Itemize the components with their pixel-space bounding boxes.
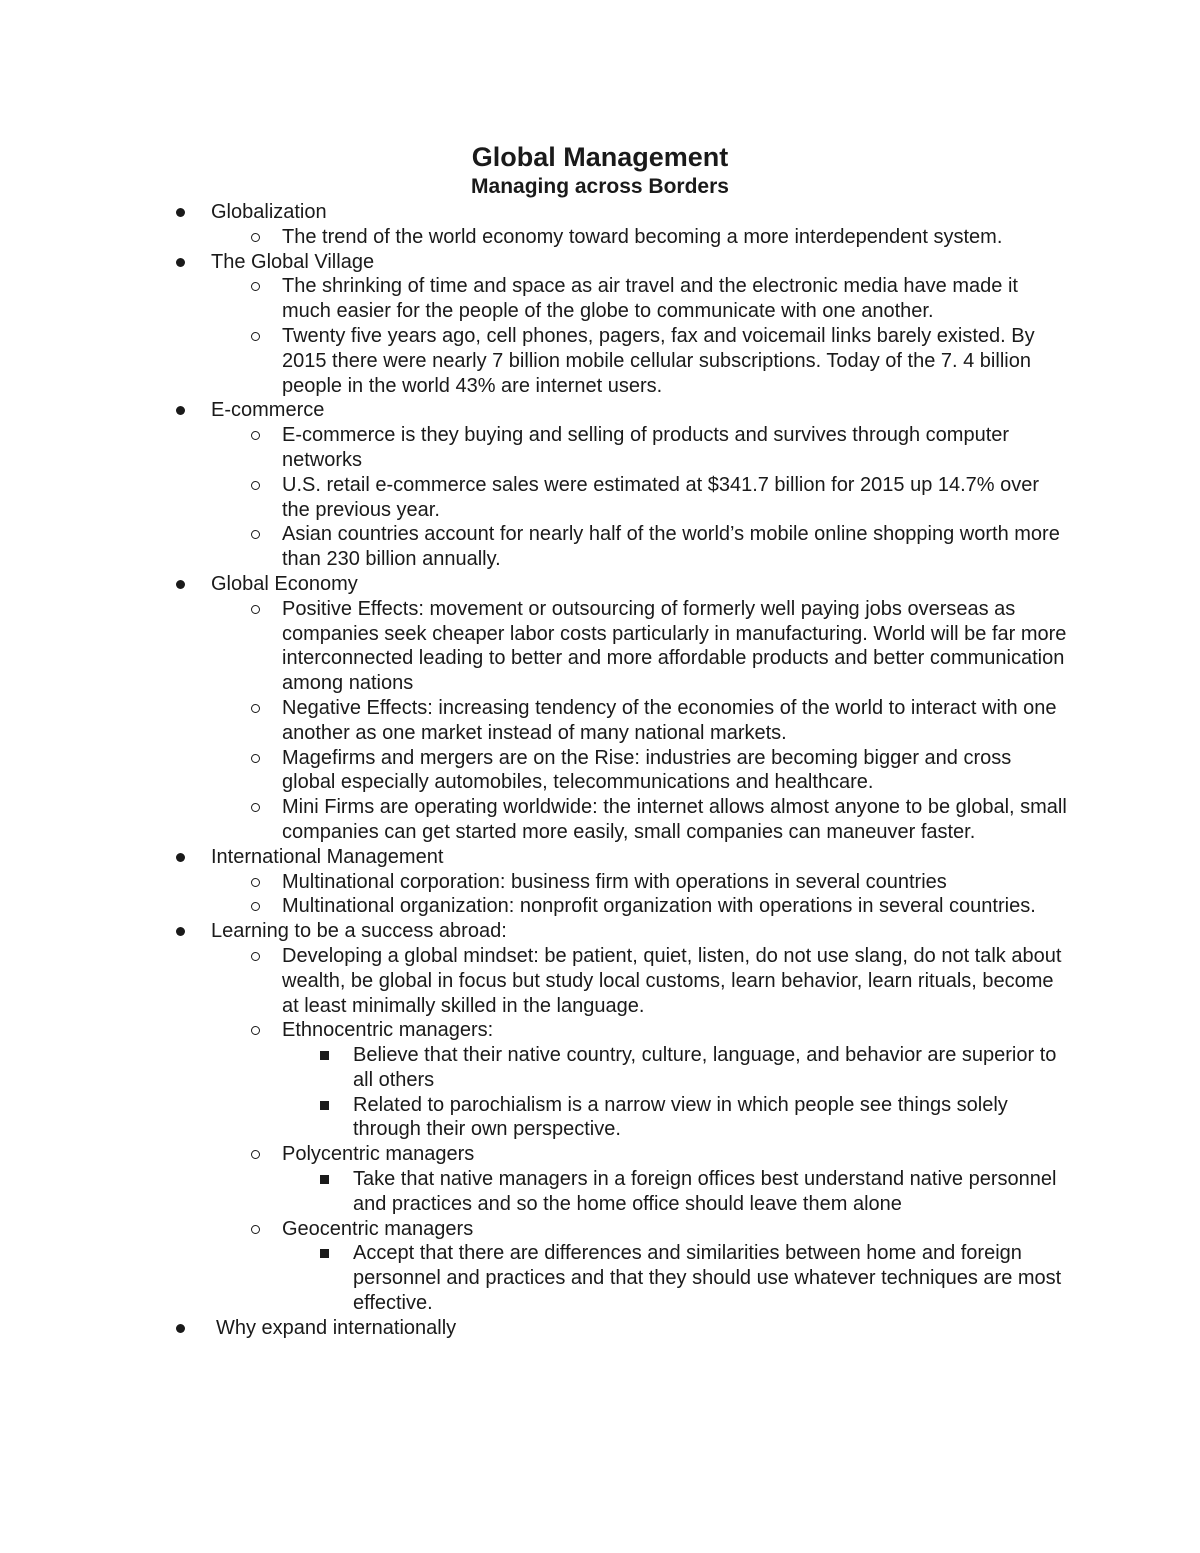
outline-subitem-text: Negative Effects: increasing tendency of the economies of the world to interact with one another as one market instead of many national markets.	[282, 696, 1057, 744]
outline-item-label: E-commerce	[211, 399, 325, 422]
outline-subitem-text: Asian countries account for nearly half of the world’s mobile online shopping worth more than 230 billion annually.	[282, 523, 1060, 571]
outline-item-global-economy	[0, 572, 1200, 845]
hollow-circle-bullet-icon	[251, 902, 260, 911]
outline-item-label: International Management	[211, 845, 444, 868]
outline-subitem-text: Multinational organization: nonprofit organization with operations in several countries.	[282, 895, 1036, 918]
filled-circle-bullet-icon	[176, 853, 185, 862]
outline-subitem	[211, 473, 1070, 523]
outline-subitem-text: Twenty five years ago, cell phones, pagers, fax and voicemail links barely existed. By 2015 there were nearly 7 billion mobile cellular subscriptions. Today of the 7. 4 billion people in the world 43% are internet users.	[282, 324, 1035, 397]
outline-subitem	[211, 870, 1070, 895]
outline-subitem-text: Developing a global mindset: be patient, quiet, listen, do not use slang, do not talk about wealth, be global in focus but study local customs, learn behavior, learn rituals, become at least minimally skilled in the language.	[282, 944, 1062, 1017]
outline-subitem	[211, 522, 1070, 572]
outline-subitem-text: Multinational corporation: business firm with operations in several countries	[282, 870, 947, 893]
outline-subitem	[211, 597, 1070, 696]
outline-item-label: Global Economy	[211, 572, 358, 595]
filled-circle-bullet-icon	[176, 1324, 185, 1333]
outline-item-success-abroad	[0, 919, 1200, 1316]
outline-subitem-ethnocentric	[211, 1018, 1070, 1142]
square-bullet-icon	[320, 1249, 329, 1258]
outline-subitem-geocentric	[211, 1217, 1070, 1316]
outline-subitem	[211, 274, 1070, 324]
outline-detail-item	[282, 1241, 1070, 1315]
hollow-circle-bullet-icon	[251, 1026, 260, 1035]
outline-detail-text: Take that native managers in a foreign offices best understand native personnel and practices and so the home office should leave them alone	[353, 1168, 1057, 1215]
outline-subitem-text: The trend of the world economy toward becoming a more interdependent system.	[282, 225, 1003, 248]
outline-subitem-global-mindset	[211, 944, 1070, 1018]
outline-item-label: Globalization	[211, 201, 327, 223]
outline-detail-item	[282, 1043, 1070, 1093]
square-bullet-icon	[320, 1175, 329, 1184]
outline-subitem	[211, 324, 1070, 398]
outline-detail-item	[282, 1093, 1070, 1143]
hollow-circle-bullet-icon	[251, 803, 260, 812]
outline-detail-text: Related to parochialism is a narrow view in which people see things solely through their own perspective.	[353, 1093, 1008, 1141]
outline-subitem-text: Positive Effects: movement or outsourcing of formerly well paying jobs overseas as companies seek cheaper labor costs particularly in manufacturing. World will be far more interconnected leading to better and more affordable products and better communication among nations	[282, 597, 1067, 695]
outline-item-expand	[0, 1316, 1200, 1341]
hollow-circle-bullet-icon	[251, 754, 260, 763]
hollow-circle-bullet-icon	[251, 233, 260, 242]
filled-circle-bullet-icon	[176, 927, 185, 936]
hollow-circle-bullet-icon	[251, 1150, 260, 1159]
outline-subitem	[211, 423, 1070, 473]
outline-subitem-text: The shrinking of time and space as air travel and the electronic media have made it much easier for the people of the globe to communicate with one another.	[282, 275, 1018, 323]
document-subtitle: Managing across Borders	[471, 175, 729, 198]
hollow-circle-bullet-icon	[251, 481, 260, 490]
outline-subitem	[211, 894, 1070, 919]
outline-item-ecommerce	[0, 398, 1200, 572]
hollow-circle-bullet-icon	[251, 431, 260, 440]
hollow-circle-bullet-icon	[251, 332, 260, 341]
outline-subitem-text: Geocentric managers	[282, 1217, 474, 1240]
hollow-circle-bullet-icon	[251, 1225, 260, 1234]
document-title: Global Management	[471, 142, 729, 172]
square-bullet-icon	[320, 1051, 329, 1060]
outline-subitem-text: Ethnocentric managers:	[282, 1019, 494, 1042]
outline-subitem	[211, 225, 1070, 250]
hollow-circle-bullet-icon	[251, 878, 260, 887]
hollow-circle-bullet-icon	[251, 952, 260, 961]
outline-item-label: Why expand internationally	[216, 1316, 457, 1339]
outline-subitem-polycentric	[211, 1142, 1070, 1216]
outline-item-label: Learning to be a success abroad:	[211, 920, 507, 943]
hollow-circle-bullet-icon	[251, 704, 260, 713]
outline-subitem-text: E-commerce is they buying and selling of products and survives through computer networks	[282, 424, 1010, 471]
outline-subitem-text: Mini Firms are operating worldwide: the internet allows almost anyone to be global, small companies can get started more easily, small companies can maneuver faster.	[282, 796, 1067, 843]
outline-subitem-text: U.S. retail e-commerce sales were estimated at $341.7 billion for 2015 up 14.7% over the previous year.	[282, 473, 1040, 521]
outline-detail-item	[282, 1167, 1070, 1217]
hollow-circle-bullet-icon	[251, 282, 260, 291]
outline-subitem	[211, 696, 1070, 746]
outline-item-label: The Global Village	[211, 250, 375, 273]
outline-detail-text: Accept that there are differences and similarities between home and foreign personnel and practices and that they should use whatever techniques are most effective.	[353, 1242, 1062, 1315]
outline-item-global-village	[0, 250, 1200, 399]
filled-circle-bullet-icon	[176, 208, 185, 217]
outline-subitem	[211, 795, 1070, 845]
outline-item-international-management	[0, 845, 1200, 919]
hollow-circle-bullet-icon	[251, 605, 260, 614]
outline-detail-text: Believe that their native country, culture, language, and behavior are superior to all others	[353, 1044, 1057, 1091]
filled-circle-bullet-icon	[176, 258, 185, 267]
outline-subitem	[211, 746, 1070, 796]
square-bullet-icon	[320, 1101, 329, 1110]
outline-subitem-text: Magefirms and mergers are on the Rise: industries are becoming bigger and cross global especially automobiles, telecommunications and healthcare.	[282, 746, 1012, 794]
hollow-circle-bullet-icon	[251, 530, 260, 539]
outline-subitem-text: Polycentric managers	[282, 1143, 475, 1166]
filled-circle-bullet-icon	[176, 406, 185, 415]
outline-list	[0, 200, 1200, 1341]
filled-circle-bullet-icon	[176, 580, 185, 589]
outline-item-globalization	[0, 200, 1200, 250]
